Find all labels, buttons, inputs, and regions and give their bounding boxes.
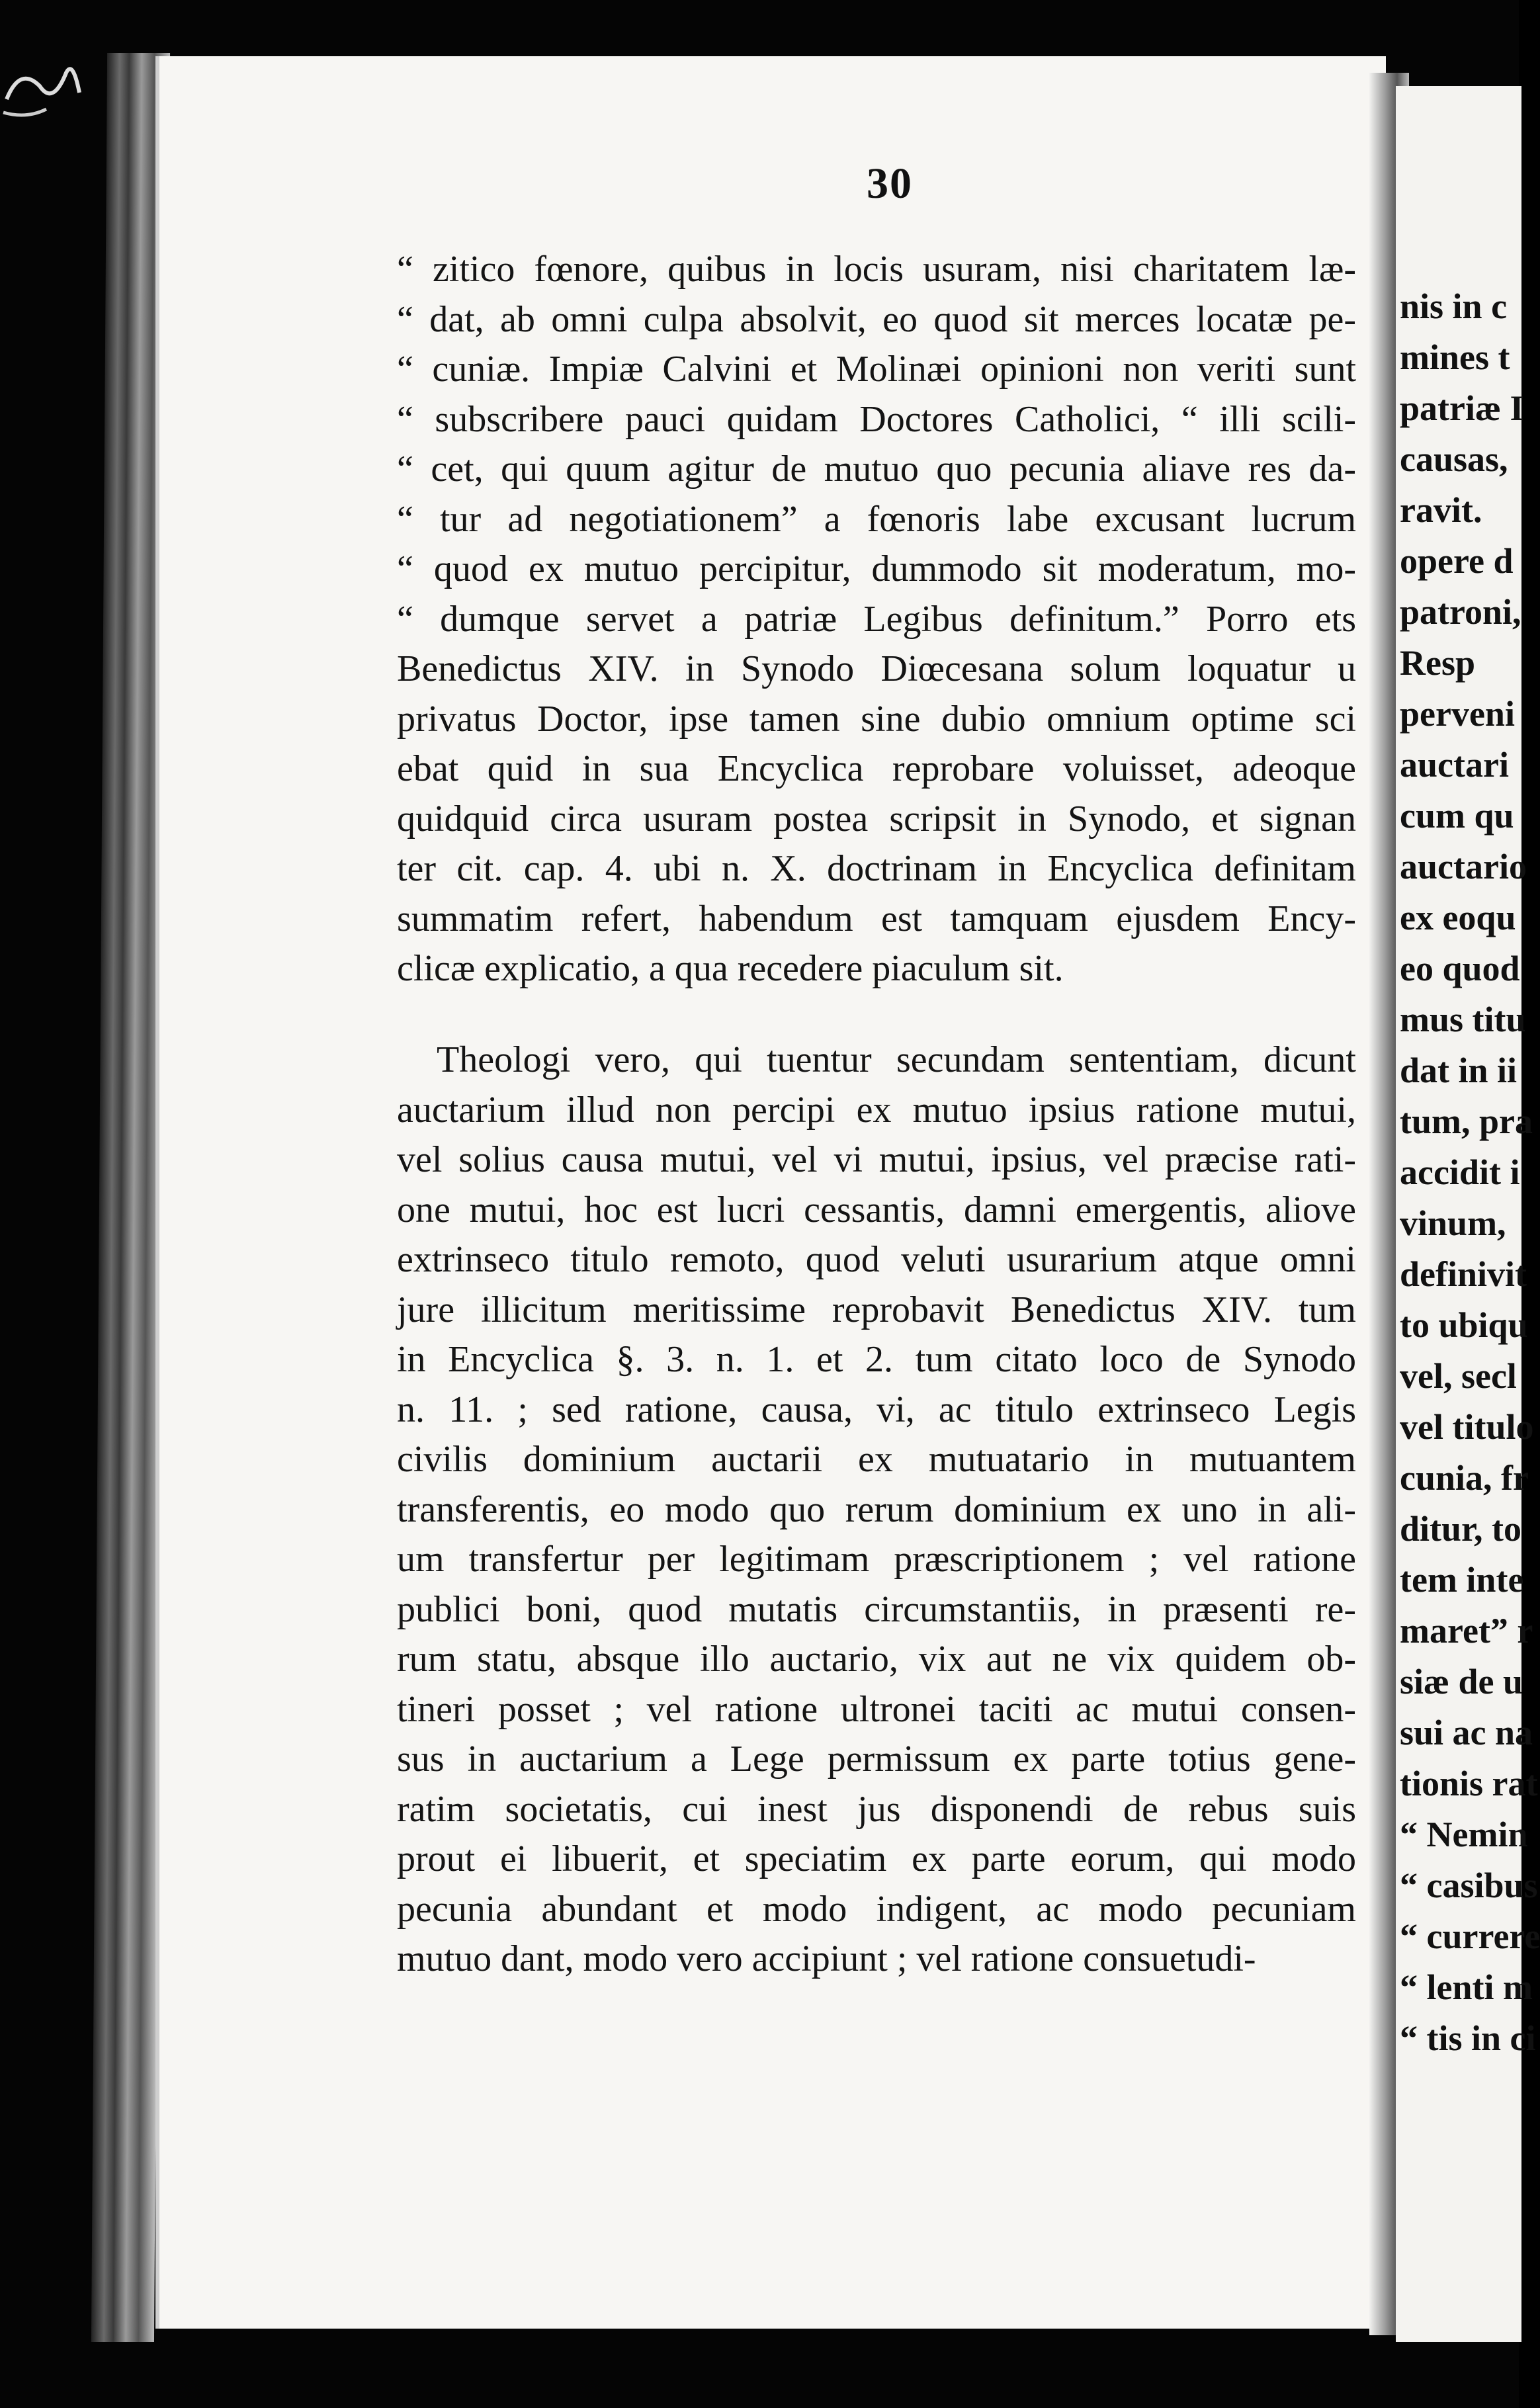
next-page-line: “ tis in ci <box>1400 2018 1536 2058</box>
paragraph-1-line: ter cit. cap. 4. ubi n. X. doctrinam in Encyclica definitam <box>397 848 1356 889</box>
paragraph-1-line: summatim refert, habendum est tamquam ejusdem Ency- <box>397 898 1356 939</box>
next-page-line: Resp <box>1400 643 1476 683</box>
next-page-line: mines t <box>1400 337 1510 377</box>
paragraph-2-line: extrinseco titulo remoto, quod veluti usurarium atque omni <box>397 1239 1356 1280</box>
paragraph-1-line: “ zitico fœnore, quibus in locis usuram, nisi charitatem læ- <box>397 249 1356 290</box>
next-page-line: vel titulo <box>1400 1407 1534 1447</box>
paragraph-1-line: ebat quid in sua Encyclica reprobare voluisset, adeoque <box>397 748 1356 789</box>
paragraph-2-line: tineri posset ; vel ratione ultronei taciti ac mutui consen- <box>397 1688 1356 1730</box>
paragraph-2-line: sus in auctarium a Lege permissum ex parte totius gene- <box>397 1739 1356 1780</box>
next-page-line: “ currere <box>1400 1916 1540 1956</box>
paragraph-1-line: “ dat, ab omni culpa absolvit, eo quod sit merces locatæ pe- <box>397 298 1356 340</box>
next-page-line: ravit. <box>1400 490 1482 530</box>
next-page-line: nis in c <box>1400 286 1508 326</box>
next-page-line: patriæ I <box>1400 388 1524 428</box>
next-page-line: auctario <box>1400 847 1527 886</box>
next-page-line: dat in ii <box>1400 1051 1518 1090</box>
next-page-line: accidit i <box>1400 1152 1520 1192</box>
next-page-line: tionis rat <box>1400 1764 1538 1803</box>
paragraph-2-line: n. 11. ; sed ratione, causa, vi, ac titulo extrinseco Legis <box>397 1389 1356 1430</box>
next-page-line: cunia, fr <box>1400 1458 1529 1498</box>
paragraph-2-line: one mutui, hoc est lucri cessantis, damni emergentis, aliove <box>397 1189 1356 1230</box>
paragraph-1-line: “ dumque servet a patriæ Legibus definitum.” Porro ets <box>397 598 1356 640</box>
next-page-line: sui ac na <box>1400 1713 1533 1752</box>
paragraph-1-line: “ subscribere pauci quidam Doctores Catholici, “ illi scili- <box>397 398 1356 440</box>
paragraph-1-line: “ tur ad negotiationem” a fœnoris labe excusant lucrum <box>397 498 1356 540</box>
next-page-line: siæ de u <box>1400 1662 1523 1701</box>
paragraph-1-line: “ cuniæ. Impiæ Calvini et Molinæi opinioni non veriti sunt <box>397 349 1356 390</box>
next-page-line: “ lenti m <box>1400 1967 1533 2007</box>
next-page-line: to ubiqu <box>1400 1305 1528 1345</box>
next-page-line: tum, pra <box>1400 1101 1533 1141</box>
next-page-line: tem inte <box>1400 1560 1524 1600</box>
paragraph-2-line: vel solius causa mutui, vel vi mutui, ipsius, vel præcise rati- <box>397 1139 1356 1180</box>
paragraph-2-line: ratim societatis, cui inest jus disponendi de rebus suis <box>397 1788 1356 1830</box>
next-page-line: opere d <box>1400 541 1514 581</box>
next-page-line: ditur, to <box>1400 1509 1522 1549</box>
page-number: 30 <box>867 159 913 208</box>
next-page-line: cum qu <box>1400 796 1514 836</box>
paragraph-2-line: civilis dominium auctarii ex mutuatario in mutuantem <box>397 1439 1356 1480</box>
paragraph-1-line: privatus Doctor, ipse tamen sine dubio omnium optime sci <box>397 698 1356 740</box>
paragraph-1-line: Benedictus XIV. in Synodo Diœcesana solum loquatur u <box>397 648 1356 689</box>
next-page-line: causas, <box>1400 439 1508 479</box>
bleed-through-marks <box>272 506 278 534</box>
paragraph-2-line: prout ei libuerit, et speciatim ex parte eorum, qui modo <box>397 1838 1356 1879</box>
next-page-line: “ casibus <box>1400 1866 1538 1905</box>
pencil-mark-icon <box>0 46 86 132</box>
next-page-line: vinum, <box>1400 1203 1506 1243</box>
paragraph-2-line: transferentis, eo modo quo rerum dominium ex uno in ali- <box>397 1488 1356 1530</box>
next-page-line: “ Nemin <box>1400 1815 1528 1854</box>
next-page-line: perveni <box>1400 694 1515 734</box>
next-page-line: ex eoqu <box>1400 898 1516 937</box>
paragraph-2-line: publici boni, quod mutatis circumstantiis, in præsenti re- <box>397 1588 1356 1630</box>
next-page-text <box>1400 281 1540 2064</box>
paragraph-2 <box>397 1035 1356 1985</box>
next-page-line: maret” r <box>1400 1611 1533 1651</box>
paragraph-1 <box>397 245 1356 994</box>
paragraph-1-line: clicæ explicatio, a qua recedere piaculum sit. <box>397 948 1064 989</box>
paragraph-2-line: pecunia abundant et modo indigent, ac modo pecuniam <box>397 1888 1356 1930</box>
paragraph-1-line: “ quod ex mutuo percipitur, dummodo sit moderatum, mo- <box>397 548 1356 589</box>
paragraph-2-line: mutuo dant, modo vero accipiunt ; vel ratione consuetudi- <box>397 1938 1256 1979</box>
paragraph-2-line: rum statu, absque illo auctario, vix aut ne vix quidem ob- <box>397 1639 1356 1680</box>
next-page-sliver <box>1396 86 1540 2342</box>
paragraph-2-line: Theologi vero, qui tuentur secundam sententiam, dicunt <box>437 1039 1356 1080</box>
next-page-line: mus titu <box>1400 1000 1526 1039</box>
next-page-line: patroni, <box>1400 592 1521 632</box>
paragraph-1-line: “ cet, qui quum agitur de mutuo quo pecunia aliave res da- <box>397 449 1356 490</box>
next-page-line: definivit <box>1400 1254 1527 1294</box>
next-page-line: auctari <box>1400 745 1509 785</box>
paragraph-2-line: jure illicitum meritissime reprobavit Benedictus XIV. tum <box>397 1289 1356 1330</box>
next-page-line: vel, secl <box>1400 1356 1517 1396</box>
paragraph-1-line: quidquid circa usuram postea scripsit in Synodo, et signan <box>397 798 1356 839</box>
paragraph-2-line: auctarium illud non percipi ex mutuo ipsius ratione mutui, <box>397 1089 1356 1131</box>
next-page-line: eo quod <box>1400 949 1520 988</box>
paragraph-2-line: in Encyclica §. 3. n. 1. et 2. tum citato loco de Synodo <box>397 1339 1356 1380</box>
paragraph-2-line: um transfertur per legitimam præscriptionem ; vel ratione <box>397 1539 1356 1580</box>
